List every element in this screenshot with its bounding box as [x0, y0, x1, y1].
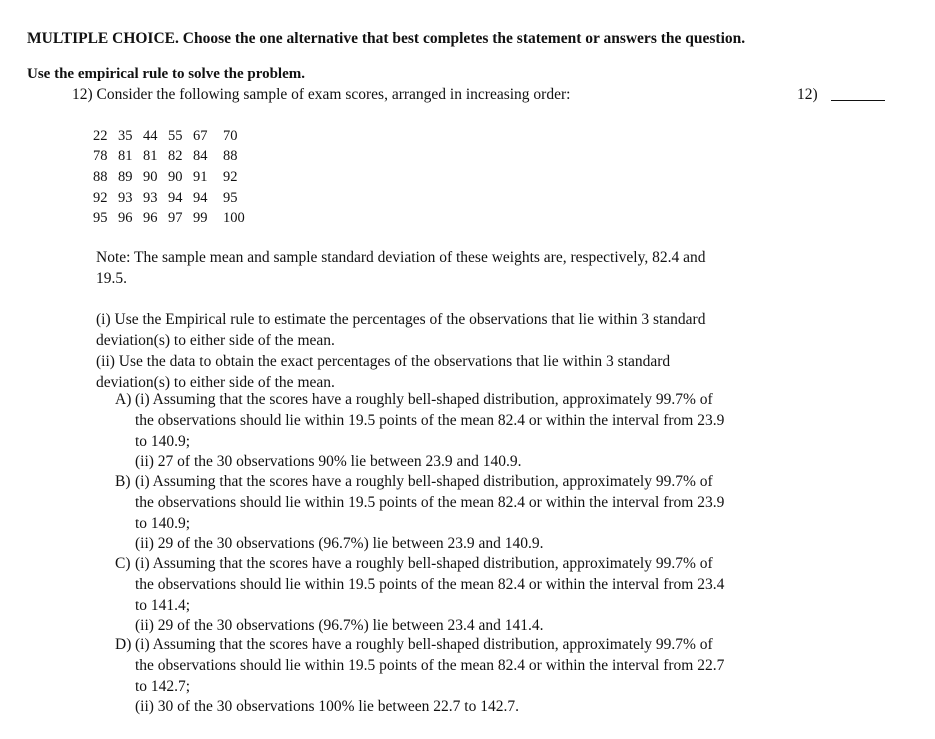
option-line: (i) Assuming that the scores have a roughly bell-shaped distribution, approximately 99.7% of — [135, 636, 713, 653]
score-cell: 96 — [143, 210, 158, 227]
scores-row — [93, 126, 253, 147]
score-cell: 94 — [168, 189, 183, 206]
option-line: to 140.9; — [135, 514, 191, 532]
option-line: (i) Assuming that the scores have a roughly bell-shaped distribution, approximately 99.7% of — [135, 555, 713, 572]
option-line: to 142.7; — [135, 677, 191, 695]
section-header: MULTIPLE CHOICE. Choose the one alternative that best completes the statement or answers the question. — [27, 30, 746, 47]
question-parts — [96, 309, 705, 393]
scores-row — [93, 147, 253, 168]
score-cell: 70 — [223, 127, 238, 144]
score-cell: 67 — [193, 127, 208, 144]
option-line: the observations should lie within 19.5 points of the mean 82.4 or within the interval from 23.9 — [135, 493, 725, 511]
score-cell: 55 — [168, 127, 183, 144]
option-line: (i) Assuming that the scores have a roughly bell-shaped distribution, approximately 99.7% of — [135, 391, 713, 408]
score-cell: 81 — [143, 148, 158, 165]
option-line: the observations should lie within 19.5 points of the mean 82.4 or within the interval from 23.4 — [135, 575, 725, 593]
question-text: Consider the following sample of exam scores, arranged in increasing order: — [96, 86, 571, 103]
option-line: (ii) 29 of the 30 observations (96.7%) lie between 23.9 and 140.9. — [135, 535, 544, 553]
score-cell: 97 — [168, 210, 183, 227]
problem-instruction: Use the empirical rule to solve the problem. — [27, 66, 306, 82]
answer-label: 12) — [797, 86, 818, 103]
option-line: to 141.4; — [135, 596, 191, 614]
score-cell: 78 — [93, 148, 108, 165]
score-cell: 44 — [143, 127, 158, 144]
scores-row — [93, 208, 253, 229]
score-cell: 92 — [93, 189, 108, 206]
note-line: Note: The sample mean and sample standard deviation of these weights are, respectively, 82.4 and — [96, 249, 706, 266]
score-cell: 93 — [118, 189, 133, 206]
score-cell: 95 — [93, 210, 108, 227]
question-number: 12) — [72, 86, 93, 103]
score-cell: 99 — [193, 210, 208, 227]
option-line: the observations should lie within 19.5 points of the mean 82.4 or within the interval from 23.9 — [135, 411, 725, 429]
score-cell: 100 — [223, 210, 245, 227]
option-line: (ii) 30 of the 30 observations 100% lie between 22.7 to 142.7. — [135, 698, 519, 716]
part-i-line: deviation(s) to either side of the mean. — [96, 332, 335, 349]
scores-row — [93, 188, 253, 209]
score-cell: 91 — [193, 168, 208, 185]
option-letter: B) — [115, 473, 131, 490]
score-cell: 93 — [143, 189, 158, 206]
score-cell: 92 — [223, 168, 238, 185]
option-line: (ii) 27 of the 30 observations 90% lie between 23.9 and 140.9. — [135, 453, 522, 471]
option-letter: D) — [115, 636, 132, 653]
option-a[interactable] — [115, 390, 725, 473]
score-cell: 89 — [118, 168, 133, 185]
question-line — [72, 86, 570, 104]
score-cell: 35 — [118, 127, 133, 144]
option-c[interactable] — [115, 554, 725, 637]
part-i-line: (i) Use the Empirical rule to estimate the percentages of the observations that lie within 3 standard — [96, 311, 706, 328]
answer-blank[interactable] — [831, 100, 885, 101]
score-cell: 88 — [93, 168, 108, 185]
option-letter: C) — [115, 555, 131, 572]
scores-row — [93, 167, 253, 188]
option-b[interactable] — [115, 472, 725, 555]
option-line: (i) Assuming that the scores have a roughly bell-shaped distribution, approximately 99.7% of — [135, 473, 713, 490]
note-paragraph — [96, 247, 705, 289]
scores-table — [93, 126, 253, 229]
score-cell: 88 — [223, 148, 238, 165]
score-cell: 90 — [143, 168, 158, 185]
note-line: 19.5. — [96, 270, 127, 287]
score-cell: 95 — [223, 189, 238, 206]
score-cell: 96 — [118, 210, 133, 227]
option-line: (ii) 29 of the 30 observations (96.7%) lie between 23.4 and 141.4. — [135, 617, 544, 635]
score-cell: 90 — [168, 168, 183, 185]
score-cell: 84 — [193, 148, 208, 165]
part-ii-line: deviation(s) to either side of the mean. — [96, 374, 335, 391]
score-cell: 81 — [118, 148, 133, 165]
option-line: the observations should lie within 19.5 points of the mean 82.4 or within the interval from 22.7 — [135, 656, 725, 674]
score-cell: 82 — [168, 148, 183, 165]
option-letter: A) — [115, 391, 132, 408]
score-cell: 94 — [193, 189, 208, 206]
part-ii-line: (ii) Use the data to obtain the exact percentages of the observations that lie within 3 standard — [96, 353, 671, 370]
score-cell: 22 — [93, 127, 108, 144]
option-d[interactable] — [115, 635, 725, 718]
option-line: to 140.9; — [135, 432, 191, 450]
